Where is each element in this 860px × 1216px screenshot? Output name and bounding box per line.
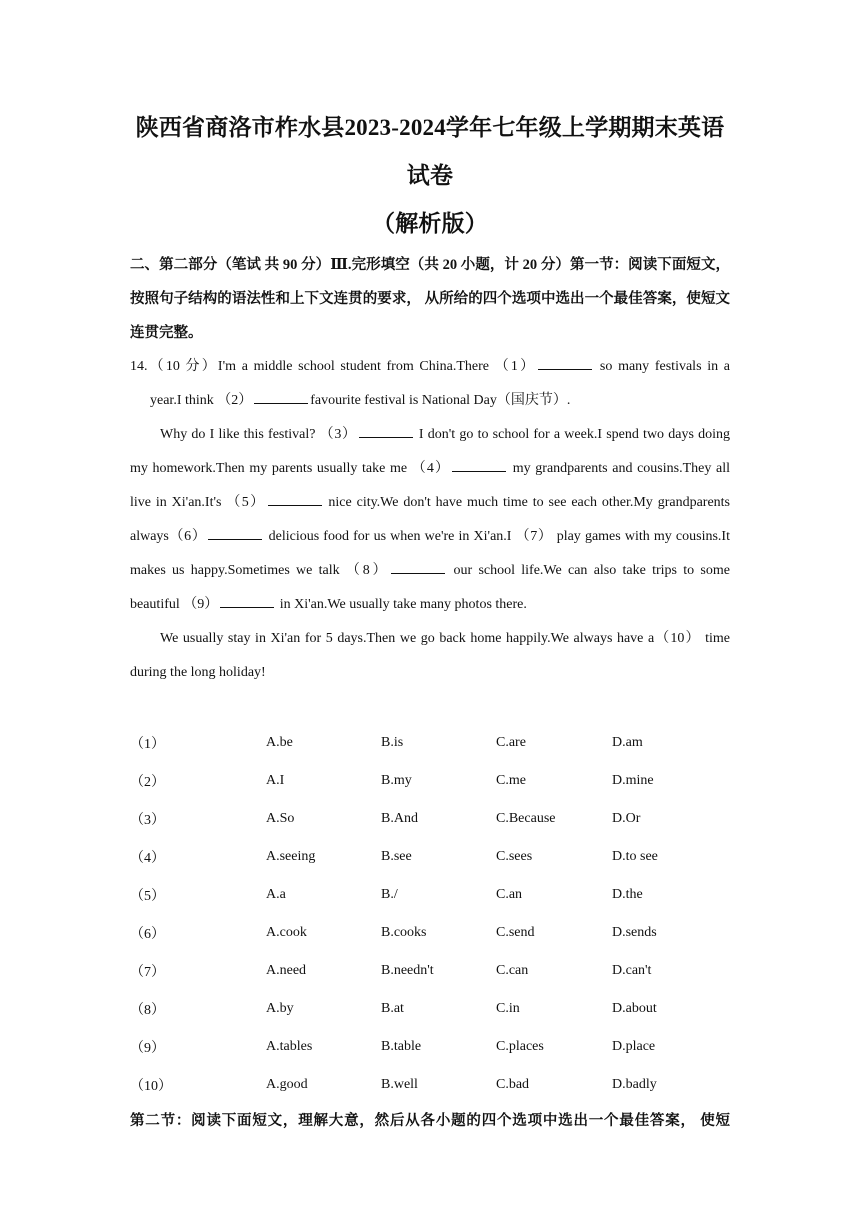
answer-blank-6: [208, 525, 262, 540]
option-a: A.cook: [266, 925, 307, 940]
option-a: A.So: [266, 811, 295, 826]
option-c: C.sees: [496, 849, 533, 864]
option-b: B.table: [381, 1039, 422, 1054]
option-b: B.And: [381, 811, 418, 826]
option-a: A.need: [266, 963, 307, 978]
option-d: D.am: [612, 735, 643, 750]
answer-blank-5: [268, 491, 322, 506]
option-b: B.needn't: [381, 963, 434, 978]
question-14-line1: 14.（10 分）I'm a middle school student from China.There （1） so many festivals in a: [130, 350, 730, 384]
option-a: A.be: [266, 735, 293, 750]
option-d: D.badly: [612, 1077, 657, 1092]
answer-blank-2: [254, 389, 308, 404]
option-a: A.tables: [266, 1039, 313, 1054]
option-c: C.bad: [496, 1077, 530, 1092]
document-title: 陕西省商洛市柞水县2023-2024学年七年级上学期期末英语试卷: [135, 115, 725, 188]
option-c: C.send: [496, 925, 535, 940]
option-d: D.can't: [612, 963, 652, 978]
option-d: D.Or: [612, 811, 641, 826]
option-a: A.a: [266, 887, 286, 902]
option-c: C.places: [496, 1039, 544, 1054]
option-b: B.is: [381, 735, 404, 750]
option-d: D.sends: [612, 925, 657, 940]
option-a: A.by: [266, 1001, 294, 1016]
options-row: （9） A.tables B.table C.places D.place: [130, 1028, 730, 1066]
options-row: （5） A.a B./ C.an D.the: [130, 876, 730, 914]
option-b: B.my: [381, 773, 412, 788]
options-row: （4） A.seeing B.see C.sees D.to see: [130, 838, 730, 876]
option-b: B.cooks: [381, 925, 427, 940]
options-row: （3） A.So B.And C.Because D.Or: [130, 800, 730, 838]
options-row: （8） A.by B.at C.in D.about: [130, 990, 730, 1028]
option-c: C.me: [496, 773, 526, 788]
option-d: D.about: [612, 1001, 657, 1016]
options-row: （6） A.cook B.cooks C.send D.sends: [130, 914, 730, 952]
passage-paragraph-1: Why do I like this festival? （3） I don't go to school for a week.I spend two days doing my homework.Then my parents usually take me （4） my grandparents and cousins.They all live in Xi'an.It's （5） nice city.We don't have much time to see each other.My grandparents always（6） delicious food for us when we're in Xi'an.I （7） play games with my cousins.It makes us happy.Sometimes we talk （8） our school life.We can also take trips to some beautiful （9） in Xi'an.We usually take many photos there.: [130, 418, 730, 622]
exam-page: [130, 104, 730, 1138]
option-b: B.well: [381, 1077, 418, 1092]
option-d: D.place: [612, 1039, 656, 1054]
section-instructions: 二、第二部分（笔试 共 90 分）Ⅲ.完形填空（共 20 小题，计 20 分）第一节：阅读下面短文，按照句子结构的语法性和上下文连贯的要求， 从所给的四个选项中选出一个最佳答案，使短文连贯完整。: [130, 257, 730, 341]
options-row: （2） A.I B.my C.me D.mine: [130, 762, 730, 800]
section-2-heading: 第二节：阅读下面短文，理解大意，然后从各小题的四个选项中选出一个最佳答案， 使短: [130, 1113, 730, 1129]
option-b: B.at: [381, 1001, 404, 1016]
option-b: B./: [381, 887, 398, 902]
answer-blank-3: [359, 423, 413, 438]
option-a: A.seeing: [266, 849, 316, 864]
options-row: （10） A.good B.well C.bad D.badly: [130, 1066, 730, 1104]
options-table: [130, 724, 730, 1104]
option-a: A.good: [266, 1077, 308, 1092]
answer-blank-9: [220, 593, 274, 608]
option-c: C.are: [496, 735, 526, 750]
answer-blank-1: [538, 355, 592, 370]
option-a: A.I: [266, 773, 285, 788]
option-c: C.Because: [496, 811, 556, 826]
option-d: D.the: [612, 887, 643, 902]
answer-blank-8: [391, 559, 445, 574]
option-d: D.to see: [612, 849, 658, 864]
options-row: （1） A.be B.is C.are D.am: [130, 724, 730, 762]
option-c: C.in: [496, 1001, 520, 1016]
question-14-line2: year.I think （2） favourite festival is National Day（国庆节）.: [150, 384, 730, 418]
passage-paragraph-2: We usually stay in Xi'an for 5 days.Then we go back home happily.We always have a（10） time during the long holiday!: [130, 631, 730, 680]
option-c: C.can: [496, 963, 529, 978]
option-d: D.mine: [612, 773, 654, 788]
option-c: C.an: [496, 887, 523, 902]
option-b: B.see: [381, 849, 412, 864]
options-row: （7） A.need B.needn't C.can D.can't: [130, 952, 730, 990]
document-subtitle: （解析版）: [372, 211, 488, 236]
answer-blank-4: [452, 457, 506, 472]
